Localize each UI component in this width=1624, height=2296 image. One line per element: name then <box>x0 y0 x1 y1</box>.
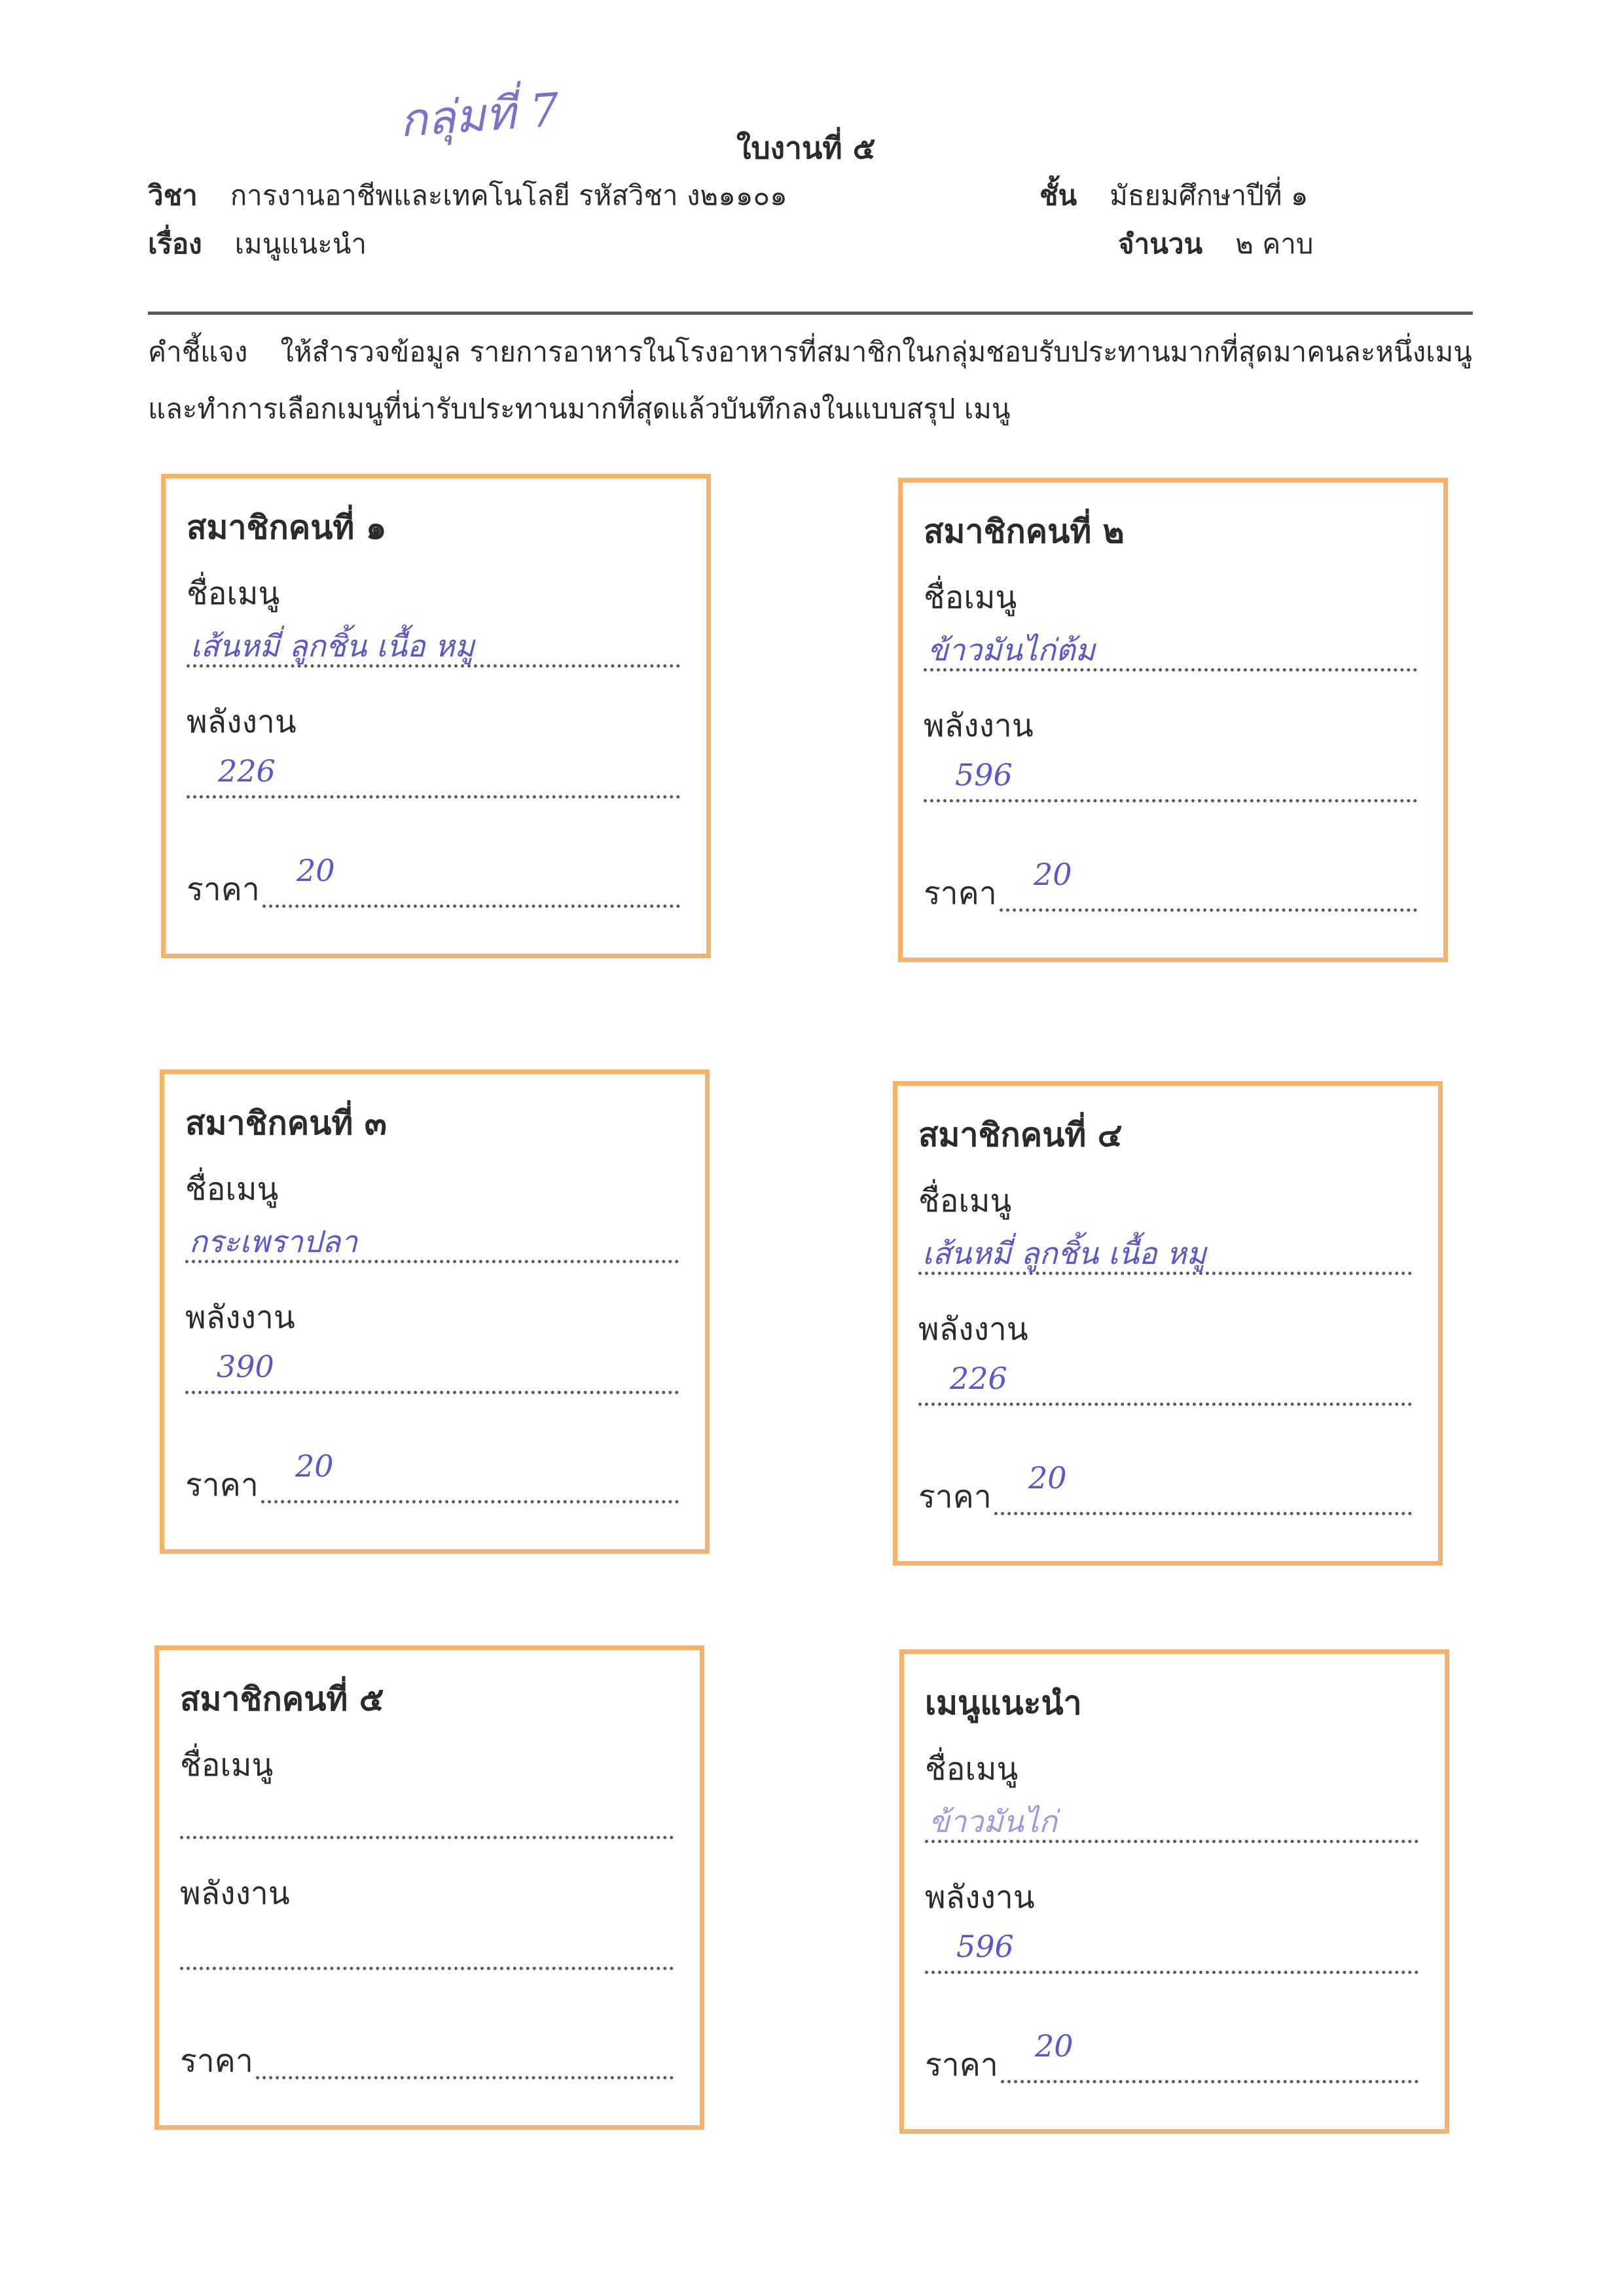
group-number-handwritten: กลุ่มที่ 7 <box>397 82 561 148</box>
member-card-3 <box>160 1069 710 1554</box>
price-dotted-line <box>994 1512 1412 1515</box>
card-title: สมาชิกคนที่ ๓ <box>185 1104 387 1142</box>
energy-handwritten: 226 <box>218 753 276 789</box>
subject-value: การงานอาชีพและเทคโนโลยี รหัสวิชา ง๒๑๑๐๑ <box>230 179 787 211</box>
menu-handwritten: เส้นหมี่ ลูกชิ้น เนื้อ หมู <box>922 1236 1206 1271</box>
menu-label: ชื่อเมนู <box>925 1751 1019 1787</box>
price-row <box>180 2036 674 2086</box>
price-label: ราคา <box>187 871 260 908</box>
energy-dotted-line <box>918 1400 1412 1406</box>
header-divider <box>148 312 1473 315</box>
price-dotted-line <box>1001 2080 1418 2083</box>
energy-dotted-line <box>180 1964 674 1970</box>
card-title: เมนูแนะนำ <box>925 1684 1082 1722</box>
price-label: ราคา <box>918 1479 992 1515</box>
energy-dotted-line <box>185 1388 679 1394</box>
price-dotted-line <box>261 1500 679 1503</box>
topic-line <box>148 223 367 266</box>
menu-dotted-line <box>925 1837 1418 1843</box>
menu-dotted-line <box>180 1833 674 1839</box>
menu-label: ชื่อเมนู <box>924 579 1017 616</box>
member-card-6 <box>899 1649 1449 2134</box>
energy-label: พลังงาน <box>924 708 1034 744</box>
energy-label: พลังงาน <box>180 1875 290 1912</box>
instructions-label: คำชี้แจง <box>148 336 248 368</box>
energy-dotted-line <box>187 793 680 798</box>
price-row <box>924 869 1417 918</box>
energy-label: พลังงาน <box>918 1311 1028 1348</box>
price-label: ราคา <box>925 2047 998 2083</box>
menu-label: ชื่อเมนู <box>187 575 280 612</box>
member-card-1 <box>161 474 711 958</box>
member-card-2 <box>898 478 1448 962</box>
energy-label: พลังงาน <box>925 1879 1035 1916</box>
price-row <box>925 2040 1418 2090</box>
menu-dotted-line <box>924 666 1417 672</box>
card-title: สมาชิกคนที่ ๕ <box>180 1680 384 1718</box>
price-label: ราคา <box>180 2043 253 2079</box>
member-card-5 <box>154 1645 704 2130</box>
price-handwritten: 20 <box>295 1448 334 1484</box>
periods-label: จำนวน <box>1118 228 1203 260</box>
price-dotted-line <box>1000 908 1417 912</box>
menu-handwritten: ข้าวมันไก่ <box>929 1804 1057 1839</box>
price-handwritten: 20 <box>1034 857 1072 892</box>
price-label: ราคา <box>924 875 997 912</box>
price-handwritten: 20 <box>1035 2028 1074 2064</box>
price-handwritten: 20 <box>1028 1460 1067 1496</box>
card-title: สมาชิกคนที่ ๔ <box>918 1116 1123 1154</box>
level-label: ชั้น <box>1039 179 1077 211</box>
energy-label: พลังงาน <box>185 1299 295 1336</box>
menu-handwritten: ข้าวมันไก่ต้ม <box>928 632 1096 668</box>
menu-dotted-line <box>185 1257 679 1263</box>
energy-label: พลังงาน <box>187 704 297 740</box>
menu-handwritten: เส้นหมี่ ลูกชิ้น เนื้อ หมู <box>190 628 475 664</box>
price-row <box>185 1460 679 1510</box>
level-line <box>1039 174 1308 217</box>
menu-label: ชื่อเมนู <box>918 1183 1012 1219</box>
price-row <box>918 1472 1412 1522</box>
energy-dotted-line <box>925 1968 1418 1974</box>
price-dotted-line <box>256 2076 674 2079</box>
price-row <box>187 865 680 914</box>
menu-label: ชื่อเมนู <box>180 1747 274 1784</box>
level-value: มัธยมศึกษาปีที่ ๑ <box>1110 179 1308 211</box>
instructions-line-1 <box>148 331 1472 374</box>
menu-handwritten: กระเพราปลา <box>189 1224 358 1259</box>
subject-line <box>148 174 787 217</box>
member-card-4 <box>893 1081 1443 1566</box>
menu-dotted-line <box>918 1269 1412 1275</box>
energy-dotted-line <box>924 797 1417 802</box>
periods-value: ๒ คาบ <box>1235 228 1314 260</box>
price-handwritten: 20 <box>297 853 335 888</box>
card-title: สมาชิกคนที่ ๑ <box>187 509 387 547</box>
menu-label: ชื่อเมนู <box>185 1171 279 1208</box>
topic-label: เรื่อง <box>148 228 202 260</box>
instructions-text-2: และทำการเลือกเมนูที่น่ารับประทานมากที่สุดแล้วบันทึกลงในแบบสรุป เมนู <box>148 393 1011 425</box>
energy-handwritten: 596 <box>955 757 1013 793</box>
energy-handwritten: 390 <box>217 1349 274 1384</box>
worksheet-title: ใบงานที่ ๕ <box>736 130 876 166</box>
topic-value: เมนูแนะนำ <box>234 228 367 260</box>
instructions-text-1: ให้สำรวจข้อมูล รายการอาหารในโรงอาหารที่สมาชิกในกลุ่มชอบรับประทานมากที่สุดมาคนละหนึ่งเมนู <box>280 336 1472 368</box>
menu-dotted-line <box>187 662 680 668</box>
price-dotted-line <box>262 905 680 908</box>
energy-handwritten: 596 <box>956 1929 1014 1964</box>
energy-handwritten: 226 <box>950 1361 1007 1396</box>
subject-label: วิชา <box>148 179 198 211</box>
card-title: สมาชิกคนที่ ๒ <box>924 512 1125 550</box>
periods-line <box>1118 223 1314 266</box>
price-label: ราคา <box>185 1467 259 1503</box>
